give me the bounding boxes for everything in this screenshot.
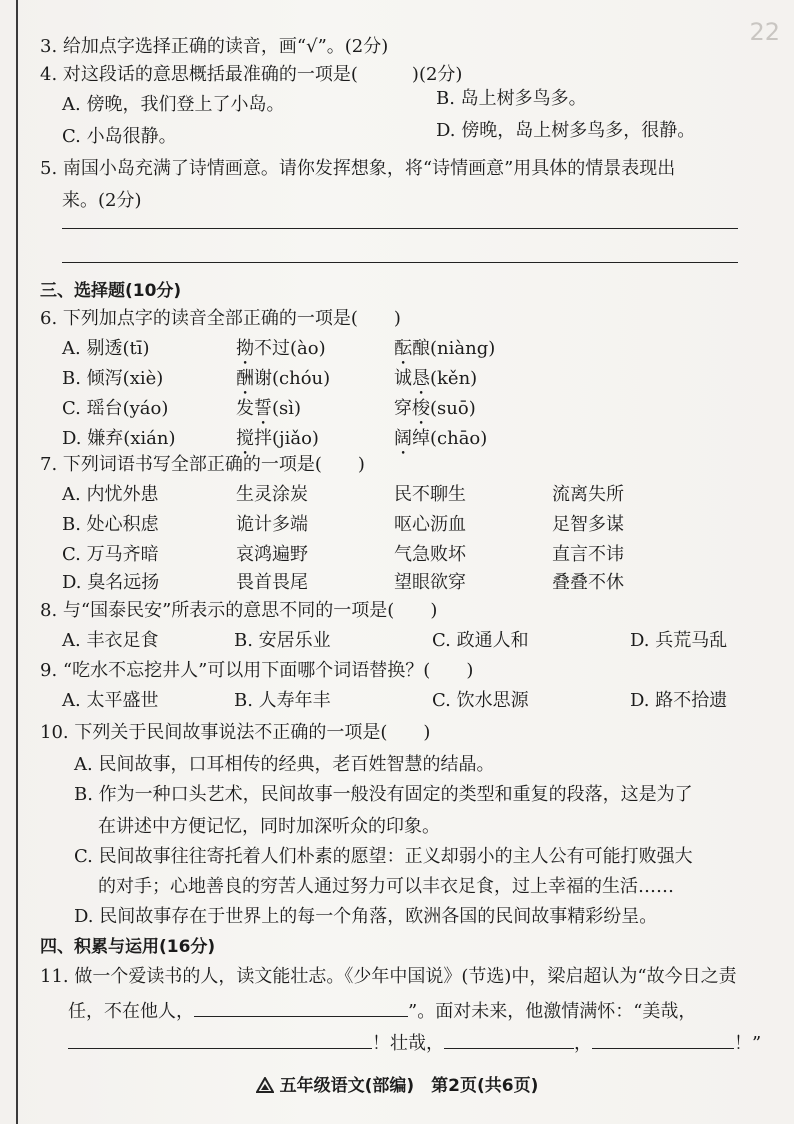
dotted-char: 拗 — [236, 338, 254, 359]
q7-word: B. 处心积虑 — [62, 514, 159, 535]
question-6: 6. 下列加点字的读音全部正确的一项是( ) — [40, 308, 401, 329]
word-prefix: 发 — [236, 398, 254, 419]
dotted-char: 酝 — [394, 338, 412, 359]
q8-option: B. 安居乐业 — [234, 630, 331, 651]
q6-word — [394, 336, 495, 369]
word-rest: 台(yáo) — [104, 398, 169, 419]
word-reading: 不过(ào) — [254, 338, 326, 359]
word-reading: (suō) — [430, 398, 476, 419]
q6-option — [62, 336, 150, 362]
q6-option — [62, 426, 176, 452]
q6-word — [236, 396, 301, 429]
q7-word: 生灵涂炭 — [236, 484, 308, 505]
q11-text-b: ”。面对未来，他激情满怀：“美哉， — [408, 1001, 697, 1022]
word-reading: (kěn) — [430, 368, 478, 389]
word-reading: 绰(chāo) — [412, 428, 488, 449]
q11-text-end: ！” — [734, 1033, 762, 1054]
dotted-char: 阔 — [394, 428, 412, 449]
q4-option-c: C. 小岛很静。 — [62, 126, 177, 147]
q11-blank-2[interactable] — [68, 1028, 372, 1049]
option-label: B. — [62, 368, 87, 389]
q11-blank-1[interactable] — [194, 996, 408, 1017]
q11-blank-3[interactable] — [444, 1028, 574, 1049]
q7-word: 直言不讳 — [552, 544, 624, 565]
q6-word — [394, 366, 477, 399]
q7-word: D. 臭名远扬 — [62, 572, 160, 593]
q6-option — [62, 366, 163, 392]
bleed-through-number: 22 — [749, 18, 780, 46]
q7-word: 诡计多端 — [236, 514, 308, 535]
q10-option-b-line1: B. 作为一种口头艺术，民间故事一般没有固定的类型和重复的段落，这是为了 — [74, 784, 693, 805]
question-11-line2 — [68, 996, 696, 1025]
word-prefix: 诚 — [394, 368, 412, 389]
answer-line-1[interactable] — [62, 228, 738, 229]
word-rest: 弃(xián) — [105, 428, 176, 449]
q9-option: C. 饮水思源 — [432, 690, 529, 711]
question-5-line2: 来。(2分) — [62, 190, 142, 211]
q6-option — [62, 396, 168, 422]
word-char: 嫌 — [87, 428, 106, 449]
q11-text-c: ！壮哉， — [372, 1033, 444, 1054]
publisher-logo-icon — [256, 1077, 274, 1093]
footer-text: 五年级语文(部编) 第2页(共6页) — [279, 1076, 539, 1096]
q7-word: 叠叠不休 — [552, 572, 624, 593]
page-footer — [0, 1071, 794, 1096]
q7-word: 呕心沥血 — [394, 514, 466, 535]
dotted-char: 恳 — [412, 368, 430, 389]
q4-option-d: D. 傍晚，岛上树多鸟多，很静。 — [436, 120, 696, 141]
q9-option: A. 太平盛世 — [62, 690, 159, 711]
q8-option: C. 政通人和 — [432, 630, 529, 651]
word-char: 剔 — [86, 338, 105, 359]
section-4-heading: 四、积累与运用(16分) — [40, 937, 216, 957]
q6-word — [394, 426, 487, 459]
q10-option-c-line2: 的对手；心地善良的穷苦人通过努力可以丰衣足食，过上幸福的生活…… — [98, 876, 674, 897]
q4-option-b: B. 岛上树多鸟多。 — [436, 88, 587, 109]
question-11-line3 — [68, 1028, 761, 1057]
question-9: 9. “吃水不忘挖井人”可以用下面哪个词语替换？( ) — [40, 660, 474, 681]
word-reading: (sì) — [272, 398, 302, 419]
question-7: 7. 下列词语书写全部正确的一项是( ) — [40, 454, 365, 475]
question-11-line1: 11. 做一个爱读书的人，读文能壮志。《少年中国说》(节选)中，梁启超认为“故今日之责 — [40, 966, 737, 987]
q6-word — [236, 336, 326, 369]
q11-blank-4[interactable] — [592, 1028, 734, 1049]
q7-word: 哀鸿遍野 — [236, 544, 308, 565]
dotted-char: 搅 — [236, 428, 254, 449]
q7-word: 流离失所 — [552, 484, 624, 505]
dotted-char: 梭 — [412, 398, 430, 419]
q10-option-b-line2: 在讲述中方便记忆，同时加深听众的印象。 — [98, 816, 440, 837]
q7-word: 民不聊生 — [394, 484, 466, 505]
word-prefix: 穿 — [394, 398, 412, 419]
q7-word: 足智多谋 — [552, 514, 624, 535]
q8-option: D. 兵荒马乱 — [630, 630, 728, 651]
word-char: 瑶 — [86, 398, 105, 419]
question-3: 3. 给加点字选择正确的读音，画“√”。(2分) — [40, 36, 389, 57]
q7-word: A. 内忧外患 — [62, 484, 159, 505]
q6-word — [236, 366, 330, 399]
q7-word: 望眼欲穿 — [394, 572, 466, 593]
word-rest: 泻(xiè) — [104, 368, 164, 389]
word-reading: 酿(niàng) — [412, 338, 496, 359]
option-label: D. — [62, 428, 88, 449]
q10-option-a: A. 民间故事，口耳相传的经典，老百姓智慧的结晶。 — [74, 754, 495, 775]
q10-option-d: D. 民间故事存在于世界上的每一个角落，欧洲各国的民间故事精彩纷呈。 — [74, 906, 658, 927]
q7-word: 畏首畏尾 — [236, 572, 308, 593]
q9-option: B. 人寿年丰 — [234, 690, 331, 711]
q10-option-c-line1: C. 民间故事往往寄托着人们朴素的愿望：正义却弱小的主人公有可能打败强大 — [74, 846, 693, 867]
q7-word: C. 万马齐暗 — [62, 544, 159, 565]
q11-text-a: 任，不在他人， — [68, 1001, 194, 1022]
q7-word: 气急败坏 — [394, 544, 466, 565]
q6-word — [394, 396, 476, 429]
question-5-line1: 5. 南国小岛充满了诗情画意。请你发挥想象，将“诗情画意”用具体的情景表现出 — [40, 158, 676, 179]
question-10: 10. 下列关于民间故事说法不正确的一项是( ) — [40, 722, 431, 743]
q9-option: D. 路不拾遗 — [630, 690, 728, 711]
option-label: C. — [62, 398, 87, 419]
question-8: 8. 与“国泰民安”所表示的意思不同的一项是( ) — [40, 600, 438, 621]
option-label: A. — [62, 338, 87, 359]
q11-sep: ， — [574, 1033, 592, 1054]
word-reading: 拌(jiǎo) — [254, 428, 319, 449]
word-char: 倾 — [86, 368, 105, 389]
dotted-char: 誓 — [254, 398, 272, 419]
word-reading: 谢(chóu) — [254, 368, 331, 389]
binding-line — [16, 0, 18, 1124]
answer-line-2[interactable] — [62, 262, 738, 263]
section-3-heading: 三、选择题(10分) — [40, 281, 182, 301]
question-4: 4. 对这段话的意思概括最准确的一项是( )(2分) — [40, 64, 463, 85]
q4-option-a: A. 傍晚，我们登上了小岛。 — [62, 94, 285, 115]
word-rest: 透(tī) — [104, 338, 150, 359]
dotted-char: 酬 — [236, 368, 254, 389]
q8-option: A. 丰衣足食 — [62, 630, 159, 651]
